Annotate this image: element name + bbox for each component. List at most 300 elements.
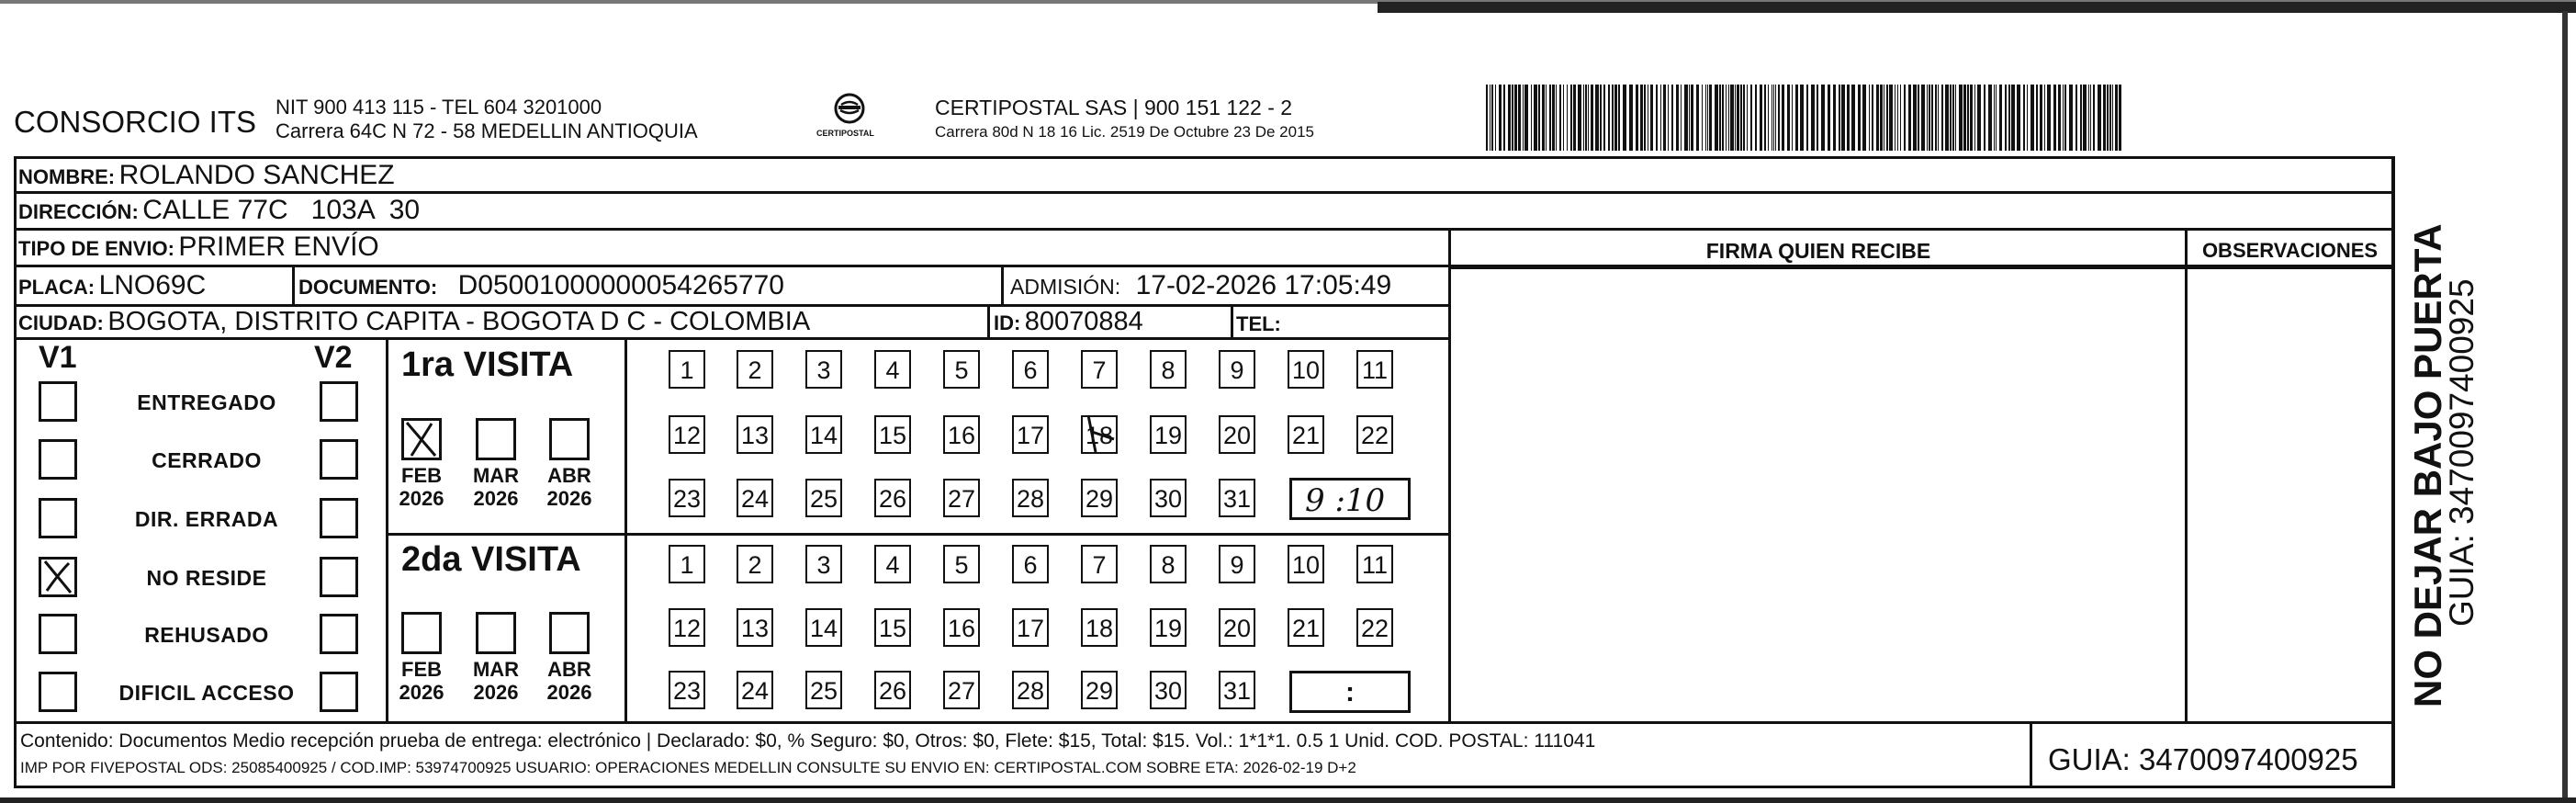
visit-sep <box>386 533 1451 536</box>
barcode-bar <box>1737 85 1739 151</box>
direccion-label: DIRECCIÓN: <box>18 200 139 223</box>
ciudad-row <box>18 307 810 337</box>
second-visit-day[interactable]: 23 <box>669 671 705 709</box>
certipostal-logo <box>813 90 886 147</box>
day-check-mark-icon <box>1083 412 1119 458</box>
barcode-bar <box>1578 85 1581 151</box>
second-visit-day[interactable]: 30 <box>1150 671 1187 709</box>
barcode-bar <box>1996 85 1997 151</box>
documento-row <box>298 270 784 301</box>
barcode-bar <box>1629 85 1633 151</box>
tel-label: TEL: <box>1236 312 1281 335</box>
barcode-bar <box>1938 85 1939 151</box>
footer-imp: IMP POR FIVEPOSTAL ODS: 25085400925 / COD.IMP: 53974700925 USUARIO: OPERACIONES MEDELLIN CONSULTE SU ENVIO EN: CERTIPOSTAL.COM SOBRE ETA: 2026-02-19 D+2 <box>20 759 1356 776</box>
first-visit-day[interactable]: 17 <box>1012 415 1049 454</box>
barcode-bar <box>2005 85 2007 151</box>
barcode-bar <box>2115 85 2118 151</box>
tipo-value: PRIMER ENVÍO <box>178 232 379 262</box>
barcode-bar <box>1908 85 1911 151</box>
barcode <box>1486 85 2129 153</box>
barcode-bar <box>1974 85 1975 151</box>
barcode-bar <box>1486 85 1488 151</box>
first-visit-time: 9 :10 <box>1305 482 1386 519</box>
month-year: 2026 <box>399 487 444 510</box>
barcode-bar <box>1889 85 1893 151</box>
documento-label: DOCUMENTO: <box>298 276 438 299</box>
barcode-bar <box>1851 85 1855 151</box>
barcode-bar <box>1775 85 1776 151</box>
barcode-bar <box>1514 85 1517 151</box>
barcode-bar <box>1608 85 1610 151</box>
barcode-bar <box>1696 85 1699 151</box>
barcode-bar <box>1967 85 1969 151</box>
second-visit-day[interactable]: 16 <box>943 608 980 647</box>
first-visit-day[interactable]: 21 <box>1288 415 1324 454</box>
v2-checkbox-6[interactable] <box>320 672 358 712</box>
second-visit-day[interactable]: 22 <box>1356 608 1393 647</box>
second-month-checkbox[interactable] <box>401 612 442 654</box>
second-visit-day[interactable]: 13 <box>737 608 773 647</box>
second-visit-day[interactable]: 27 <box>943 671 980 709</box>
barcode-bar <box>1556 85 1557 151</box>
barcode-bar <box>1676 85 1679 151</box>
first-visit-time-box[interactable] <box>1289 478 1411 520</box>
barcode-bar <box>1660 85 1661 151</box>
month-name: FEB <box>401 464 442 487</box>
barcode-bar <box>2064 85 2066 151</box>
second-visit-day[interactable]: 18 <box>1081 608 1118 647</box>
barcode-bar <box>1927 85 1928 151</box>
first-visit-day[interactable]: 26 <box>874 479 911 517</box>
barcode-bar <box>1644 85 1646 151</box>
barcode-bar <box>2040 85 2042 151</box>
month-name: ABR <box>547 464 591 487</box>
obs-left-border <box>2185 230 2188 723</box>
v1-checkbox-2[interactable] <box>39 439 77 480</box>
tipo-label: TIPO DE ENVIO: <box>18 237 174 260</box>
barcode-bar <box>1929 85 1930 151</box>
barcode-bar <box>2112 85 2113 151</box>
barcode-bar <box>1668 85 1669 151</box>
barcode-bar <box>1730 85 1734 151</box>
second-visit-day[interactable]: 12 <box>669 608 705 647</box>
barcode-bar <box>2027 85 2028 151</box>
barcode-bar <box>1862 85 1866 151</box>
barcode-bar <box>1546 85 1547 151</box>
barcode-bar <box>1618 85 1620 151</box>
v2-checkbox-4[interactable] <box>320 557 358 597</box>
second-visit-day[interactable]: 10 <box>1288 545 1324 583</box>
barcode-bar <box>1614 85 1617 151</box>
v2-checkbox-5[interactable] <box>320 614 358 654</box>
second-visit-day[interactable]: 26 <box>874 671 911 709</box>
barcode-bar <box>1764 85 1766 151</box>
month-name: FEB <box>401 658 442 681</box>
barcode-bar <box>1588 85 1589 151</box>
direccion-row <box>18 195 420 226</box>
barcode-bar <box>2088 85 2089 151</box>
first-visit-day[interactable]: 4 <box>874 350 911 389</box>
second-visit-day[interactable]: 7 <box>1081 545 1118 583</box>
col-sep <box>987 306 990 339</box>
certipostal-line: CERTIPOSTAL SAS | 900 151 122 - 2 <box>935 96 1293 119</box>
row-sep <box>14 228 2394 231</box>
barcode-bar <box>1512 85 1513 151</box>
barcode-bar <box>2030 85 2034 151</box>
company-nit: NIT 900 413 115 - TEL 604 3201000 <box>276 96 602 119</box>
barcode-bar <box>2093 85 2095 151</box>
vertical-guia: GUIA: 3470097400925 <box>2443 278 2480 627</box>
certipostal-address: Carrera 80d N 18 16 Lic. 2519 De Octubre 23 De 2015 <box>935 123 1314 141</box>
barcode-bar <box>1726 85 1727 151</box>
month-label <box>468 658 523 704</box>
barcode-bar <box>2069 85 2073 151</box>
status-label: DIFICIL ACCESO <box>118 681 295 705</box>
firma-header-sep <box>1451 266 2394 269</box>
barcode-bar <box>1833 85 1836 151</box>
second-visit-day[interactable]: 19 <box>1150 608 1187 647</box>
barcode-bar <box>1623 85 1626 151</box>
barcode-bar <box>1707 85 1708 151</box>
certipostal-logo-icon <box>813 90 886 147</box>
barcode-bar <box>1524 85 1528 151</box>
barcode-bar <box>1573 85 1576 151</box>
first-visit-day[interactable]: 24 <box>737 479 773 517</box>
barcode-bar <box>1977 85 1981 151</box>
v1-checkbox-5[interactable] <box>39 614 77 654</box>
barcode-bar <box>1531 85 1532 151</box>
second-visit-day[interactable]: 3 <box>805 545 842 583</box>
first-month-checkbox[interactable] <box>401 418 442 460</box>
barcode-bar <box>2107 85 2109 151</box>
first-visit-day[interactable]: 23 <box>669 479 705 517</box>
scan-edge-right <box>2562 11 2568 803</box>
barcode-bar <box>1495 85 1496 151</box>
barcode-bar <box>2058 85 2061 151</box>
barcode-bar <box>2119 85 2121 151</box>
logo-label: CERTIPOSTAL <box>816 129 874 138</box>
barcode-bar <box>1719 85 1721 151</box>
barcode-bar <box>1552 85 1555 151</box>
barcode-bar <box>2047 85 2051 151</box>
status-label: DIR. ERRADA <box>134 507 279 531</box>
barcode-bar <box>1959 85 1963 151</box>
barcode-bar <box>1839 85 1840 151</box>
barcode-bar <box>1806 85 1808 151</box>
footer-guia: GUIA: 3470097400925 <box>2048 742 2358 776</box>
first-visit-day[interactable]: 1 <box>669 350 705 389</box>
first-visit-day[interactable]: 27 <box>943 479 980 517</box>
barcode-bar <box>1994 85 1995 151</box>
second-visit-day[interactable]: 15 <box>874 608 911 647</box>
barcode-bar <box>1817 85 1818 151</box>
id-label: ID: <box>994 311 1021 334</box>
barcode-bar <box>2011 85 2015 151</box>
first-visit-day[interactable]: 6 <box>1012 350 1049 389</box>
scan-edge-dark <box>1378 2 2576 13</box>
barcode-bar <box>1970 85 1973 151</box>
second-visit-day[interactable]: 8 <box>1150 545 1187 583</box>
v1-checkbox-6[interactable] <box>39 672 77 712</box>
barcode-bar <box>1876 85 1879 151</box>
barcode-bar <box>1755 85 1757 151</box>
second-visit-day[interactable]: 11 <box>1356 545 1393 583</box>
barcode-bar <box>1656 85 1658 151</box>
barcode-bar <box>1491 85 1493 151</box>
barcode-bar <box>1984 85 1985 151</box>
barcode-bar <box>1821 85 1825 151</box>
barcode-bar <box>1705 85 1706 151</box>
row-sep <box>14 337 1449 340</box>
second-visit-day[interactable]: 4 <box>874 545 911 583</box>
barcode-bar <box>2017 85 2020 151</box>
first-visit-day[interactable]: 31 <box>1219 479 1255 517</box>
placa-value: LNO69C <box>98 270 207 300</box>
barcode-bar <box>2036 85 2038 151</box>
barcode-bar <box>2109 85 2111 151</box>
company-address: Carrera 64C N 72 - 58 MEDELLIN ANTIOQUIA <box>276 119 698 142</box>
documento-value: D05001000000054265770 <box>457 270 784 300</box>
second-visit-day[interactable]: 24 <box>737 671 773 709</box>
barcode-bar <box>1952 85 1954 151</box>
id-row <box>994 307 1143 337</box>
second-visit-day[interactable]: 31 <box>1219 671 1255 709</box>
second-visit-day[interactable]: 1 <box>669 545 705 583</box>
tel-row <box>1236 312 1281 336</box>
month-label <box>394 464 449 510</box>
status-visit-sep <box>386 339 388 722</box>
check-x-icon <box>404 421 439 458</box>
month-name: MAR <box>472 658 520 681</box>
v1-checkbox-4[interactable] <box>39 557 77 597</box>
barcode-bar <box>1709 85 1712 151</box>
months-days-sep <box>624 339 627 722</box>
month-year: 2026 <box>473 681 519 704</box>
first-visit-day[interactable]: 9 <box>1219 350 1255 389</box>
v1-checkbox-1[interactable] <box>39 381 77 422</box>
v1-checkbox-3[interactable] <box>39 498 77 538</box>
barcode-bar <box>1945 85 1949 151</box>
month-label <box>542 658 597 704</box>
barcode-bar <box>2053 85 2056 151</box>
status-label: ENTREGADO <box>137 390 276 414</box>
footer-sep <box>14 721 2394 724</box>
barcode-bar <box>1768 85 1769 151</box>
tipo-row <box>18 232 379 263</box>
first-visit-day[interactable]: 2 <box>737 350 773 389</box>
barcode-bar <box>2098 85 2101 151</box>
barcode-bar <box>1841 85 1845 151</box>
first-visit-day[interactable]: 3 <box>805 350 842 389</box>
barcode-bar <box>1904 85 1906 151</box>
barcode-bar <box>1773 85 1774 151</box>
barcode-bar <box>1503 85 1505 151</box>
col-sep <box>1001 266 1004 307</box>
firma-left-border <box>1448 230 1451 723</box>
first-visit-day[interactable]: 13 <box>737 415 773 454</box>
barcode-bar <box>1880 85 1883 151</box>
second-visit-day[interactable]: 28 <box>1012 671 1049 709</box>
status-label: NO RESIDE <box>146 566 267 590</box>
admision-value: 17-02-2026 17:05:49 <box>1135 270 1392 300</box>
barcode-bar <box>1728 85 1729 151</box>
nombre-value: ROLANDO SANCHEZ <box>118 160 395 190</box>
barcode-bar <box>1963 85 1966 151</box>
check-x-icon <box>41 560 74 594</box>
second-visit-day[interactable]: 14 <box>805 608 842 647</box>
status-label: CERRADO <box>152 448 262 472</box>
ciudad-label: CIUDAD: <box>18 311 104 334</box>
barcode-bar <box>1534 85 1537 151</box>
v2-checkbox-2[interactable] <box>320 439 358 480</box>
barcode-bar <box>2083 85 2087 151</box>
barcode-bar <box>1549 85 1551 151</box>
second-month-checkbox[interactable] <box>549 612 590 654</box>
barcode-bar <box>2023 85 2025 151</box>
barcode-bar <box>1650 85 1653 151</box>
placa-row <box>18 270 206 301</box>
second-visit-title: 2da VISITA <box>401 540 581 579</box>
first-visit-day[interactable]: 16 <box>943 415 980 454</box>
company-name: CONSORCIO ITS <box>14 105 257 139</box>
footer-guia-sep <box>2030 723 2032 788</box>
barcode-bar <box>1999 85 2002 151</box>
month-year: 2026 <box>399 681 444 704</box>
first-visit-day[interactable]: 28 <box>1012 479 1049 517</box>
barcode-bar <box>1858 85 1861 151</box>
second-visit-day[interactable]: 29 <box>1081 671 1118 709</box>
first-month-checkbox[interactable] <box>476 418 516 460</box>
first-visit-day[interactable]: 12 <box>669 415 705 454</box>
barcode-bar <box>1782 85 1784 151</box>
barcode-bar <box>1743 85 1745 151</box>
barcode-bar <box>1760 85 1762 151</box>
first-visit-day[interactable]: 15 <box>874 415 911 454</box>
barcode-bar <box>2063 85 2064 151</box>
barcode-bar <box>1636 85 1638 151</box>
status-label: REHUSADO <box>144 623 269 647</box>
barcode-bar <box>1563 85 1564 151</box>
second-visit-day[interactable]: 17 <box>1012 608 1049 647</box>
barcode-bar <box>1612 85 1614 151</box>
month-year: 2026 <box>473 487 519 510</box>
barcode-bar <box>1570 85 1572 151</box>
second-visit-day[interactable]: 9 <box>1219 545 1255 583</box>
first-visit-day[interactable]: 29 <box>1081 479 1118 517</box>
barcode-bar <box>1523 85 1524 151</box>
barcode-bar <box>1585 85 1587 151</box>
barcode-bar <box>1542 85 1545 151</box>
id-value: 80070884 <box>1024 307 1143 336</box>
direccion-value: CALLE 77C 103A 30 <box>142 195 421 225</box>
first-visit-day[interactable]: 25 <box>805 479 842 517</box>
barcode-bar <box>1811 85 1815 151</box>
barcode-bar <box>1921 85 1925 151</box>
second-visit-day[interactable]: 21 <box>1288 608 1324 647</box>
barcode-bar <box>1897 85 1898 151</box>
ciudad-value: BOGOTA, DISTRITO CAPITA - BOGOTA D C - COLOMBIA <box>107 307 811 336</box>
first-visit-day[interactable]: 7 <box>1081 350 1118 389</box>
firma-header: FIRMA QUIEN RECIBE <box>1705 239 1931 263</box>
second-visit-day[interactable]: 6 <box>1012 545 1049 583</box>
first-visit-title: 1ra VISITA <box>401 345 574 384</box>
first-visit-day[interactable]: 30 <box>1150 479 1187 517</box>
second-visit-day[interactable]: 2 <box>737 545 773 583</box>
first-visit-day[interactable]: 18 <box>1081 415 1118 454</box>
barcode-bar <box>1640 85 1643 151</box>
barcode-bar <box>1918 85 1919 151</box>
barcode-bar <box>1941 85 1943 151</box>
v2-checkbox-1[interactable] <box>320 381 358 422</box>
barcode-bar <box>1595 85 1599 151</box>
second-month-checkbox[interactable] <box>476 612 516 654</box>
placa-label: PLACA: <box>18 276 96 299</box>
barcode-bar <box>1591 85 1593 151</box>
barcode-bar <box>1508 85 1511 151</box>
second-visit-day[interactable]: 25 <box>805 671 842 709</box>
barcode-bar <box>1567 85 1568 151</box>
month-name: ABR <box>547 658 591 681</box>
barcode-bar <box>1538 85 1540 151</box>
first-visit-day[interactable]: 20 <box>1219 415 1255 454</box>
second-visit-time-box[interactable] <box>1289 671 1411 713</box>
month-label <box>542 464 597 510</box>
first-visit-day[interactable]: 5 <box>943 350 980 389</box>
month-name: MAR <box>472 464 520 487</box>
barcode-bar <box>1689 85 1690 151</box>
barcode-bar <box>2044 85 2045 151</box>
barcode-bar <box>1787 85 1790 151</box>
second-visit-day[interactable]: 5 <box>943 545 980 583</box>
v1-label: V1 <box>39 340 77 375</box>
first-month-checkbox[interactable] <box>549 418 590 460</box>
barcode-bar <box>1900 85 1901 151</box>
barcode-bar <box>1603 85 1605 151</box>
barcode-bar <box>1722 85 1724 151</box>
barcode-bar <box>1872 85 1873 151</box>
v2-label: V2 <box>314 340 353 375</box>
barcode-bar <box>1600 85 1602 151</box>
nombre-row <box>18 160 395 191</box>
row-sep <box>14 191 2394 194</box>
first-visit-day[interactable]: 14 <box>805 415 842 454</box>
barcode-bar <box>1828 85 1830 151</box>
barcode-bar <box>1800 85 1804 151</box>
first-visit-day[interactable]: 19 <box>1150 415 1187 454</box>
barcode-bar <box>1735 85 1736 151</box>
barcode-bar <box>1750 85 1752 151</box>
barcode-bar <box>1747 85 1748 151</box>
first-visit-day[interactable]: 22 <box>1356 415 1393 454</box>
barcode-bar <box>1847 85 1850 151</box>
month-year: 2026 <box>546 487 592 510</box>
barcode-bar <box>2080 85 2082 151</box>
barcode-bar <box>1795 85 1798 151</box>
v2-checkbox-3[interactable] <box>320 498 358 538</box>
barcode-bar <box>1681 85 1682 151</box>
barcode-bar <box>1950 85 1952 151</box>
barcode-bar <box>2008 85 2010 151</box>
barcode-bar <box>1671 85 1673 151</box>
first-visit-day[interactable]: 10 <box>1288 350 1324 389</box>
first-visit-day[interactable]: 8 <box>1150 350 1187 389</box>
obs-right-border <box>2392 156 2395 788</box>
first-visit-day[interactable]: 11 <box>1356 350 1393 389</box>
barcode-bar <box>2103 85 2106 151</box>
barcode-bar <box>1702 85 1703 151</box>
second-visit-day[interactable]: 20 <box>1219 608 1255 647</box>
barcode-bar <box>1935 85 1937 151</box>
